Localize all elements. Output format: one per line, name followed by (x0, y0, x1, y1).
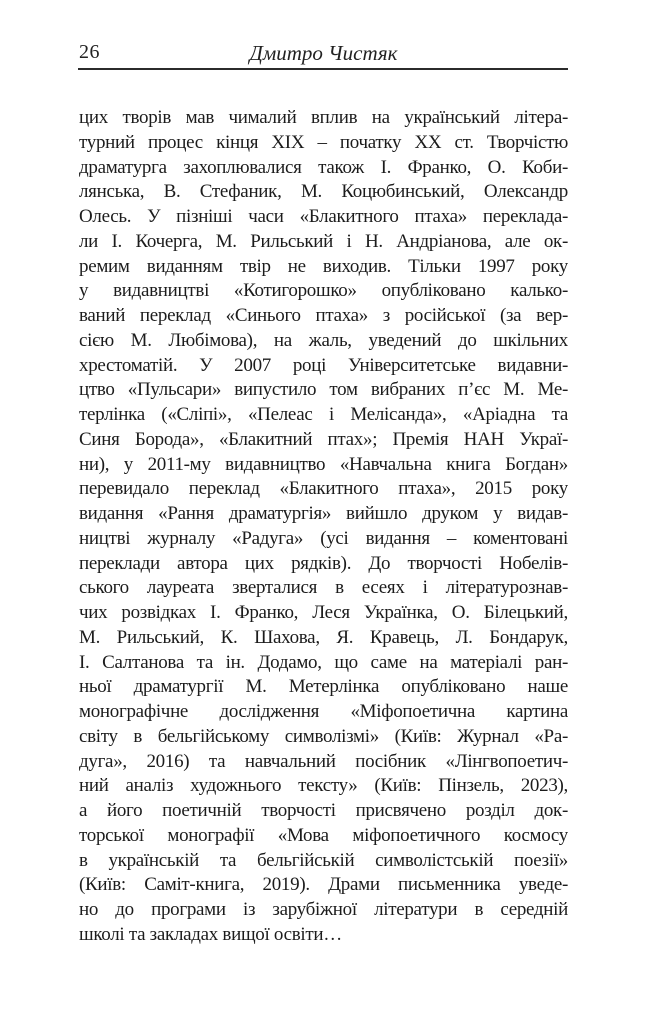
page-number: 26 (79, 41, 100, 63)
text-line: (Київ: Саміт-книга, 2019). Драми письменника уведе- (79, 874, 568, 896)
text-line: Синя Борода», «Блакитний птах»; Премія НАН Украї- (79, 428, 568, 450)
text-line: цтво «Пульсари» випустило том вибраних п’єс М. Ме- (79, 379, 568, 401)
text-line: дуга», 2016) та навчальний посібник «Лінгвопоетич- (79, 750, 568, 772)
text-line: І. Салтанова та ін. Додамо, що саме на матеріалі ран- (79, 651, 568, 673)
text-line: ського лауреата зверталися в есеях і літературознав- (79, 577, 568, 599)
header-rule (78, 68, 568, 70)
text-line: лянська, В. Стефаник, М. Коцюбинський, Олександр (79, 181, 568, 203)
text-line: турний процес кінця XIX – початку XX ст. Творчістю (79, 131, 568, 153)
text-line: ньої драматургії М. Метерлінка опубліковано наше (79, 676, 568, 698)
text-line: а його поетичній творчості присвячено розділ док- (79, 800, 568, 821)
text-line: ни), у 2011-му видавництво «Навчальна книга Богдан» (79, 453, 568, 475)
text-line: ремим виданням твір не виходив. Тільки 1997 року (79, 255, 568, 277)
text-line: ний аналіз художнього тексту» (Київ: Пінзель, 2023), (79, 775, 568, 797)
text-line: переклади автора цих рядків). До творчості Нобелів- (79, 552, 568, 574)
text-line: чих розвідках І. Франко, Леся Українка, О. Білецький, (79, 602, 568, 623)
text-line: сією М. Любімова), на жаль, уведений до шкільних (79, 329, 568, 351)
text-line: ваний переклад «Синього птаха» з російської (за вер- (79, 305, 568, 326)
text-line: перевидало переклад «Блакитного птаха», 2015 року (79, 478, 568, 500)
text-line: світу в бельгійському символізмі» (Київ: Журнал «Ра- (79, 725, 568, 747)
text-line: драматурга захоплювалися також І. Франко, О. Коби- (79, 156, 568, 178)
page-header (79, 41, 568, 67)
text-line: М. Рильський, К. Шахова, Я. Кравець, Л. Бондарук, (79, 626, 568, 648)
text-line: хрестоматій. У 2007 році Університетське видавни- (79, 354, 568, 376)
body-text (79, 106, 568, 948)
text-line: терлінка («Сліпі», «Пелеас і Мелісанда», «Аріадна та (79, 404, 568, 425)
text-line: монографічне дослідження «Міфопоетична картина (79, 701, 568, 722)
text-line: цих творів мав чималий вплив на український літера- (79, 107, 568, 128)
text-line: в українській та бельгійській символістській поезії» (79, 849, 568, 871)
text-line: торської монографії «Мова міфопоетичного космосу (79, 824, 568, 846)
text-line: у видавництві «Котигорошко» опубліковано калько- (79, 280, 568, 302)
text-line: школі та закладах вищої освіти… (79, 923, 342, 945)
text-line: но до програми із зарубіжної літератури в середній (79, 899, 568, 920)
text-line: Олесь. У пізніші часи «Блакитного птаха» переклада- (79, 206, 568, 227)
text-line: видання «Рання драматургія» вийшло друком у видав- (79, 503, 568, 524)
text-line: ли І. Кочерга, М. Рильський і Н. Андріанова, але ок- (79, 230, 568, 252)
text-line: ництві журналу «Радуга» (усі видання – коментовані (79, 527, 568, 549)
running-head: Дмитро Чистяк (249, 41, 398, 65)
